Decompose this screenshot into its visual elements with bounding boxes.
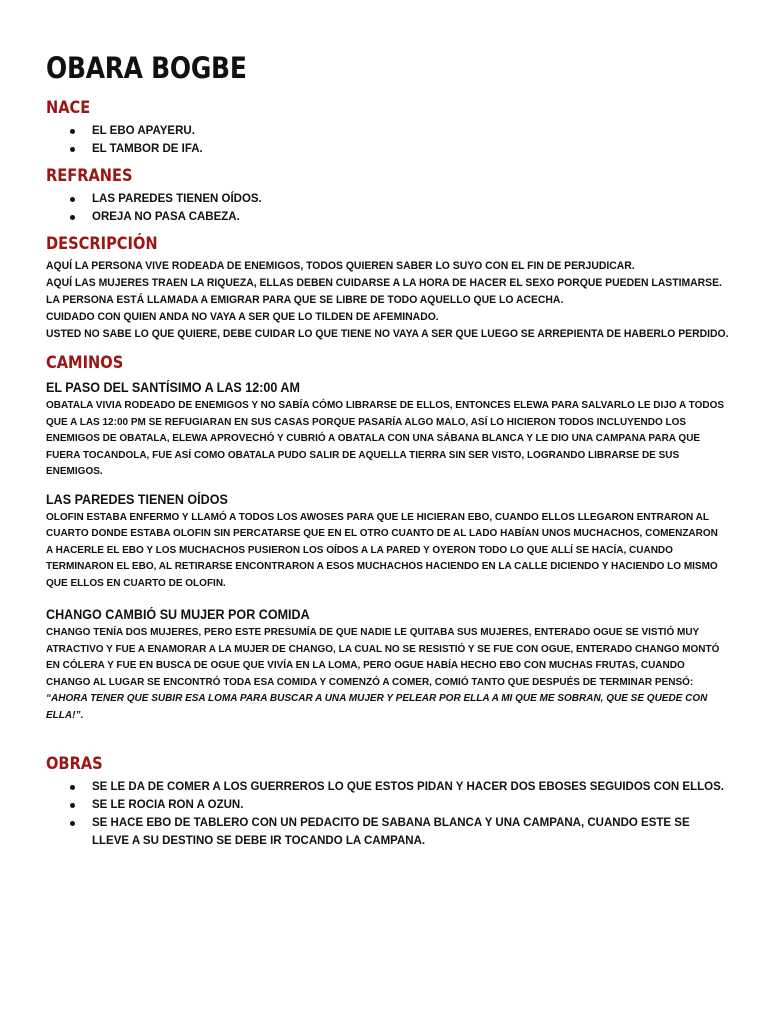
descripcion-line: LA PERSONA ESTÁ LLAMADA A EMIGRAR PARA QUE SE LIBRE DE TODO AQUELLO QUE LO ACECHA. — [46, 294, 564, 306]
descripcion-body — [46, 258, 729, 343]
camino-body: OLOFIN ESTABA ENFERMO Y LLAMÓ A TODOS LOS AWOSES PARA QUE LE HICIERAN EBO, CUANDO ELLOS LLEGARON ENTRARON AL CUARTO DONDE ESTABA OLOFIN SIN PERCATARSE QUE EN EL OTRO CUANTO DE AL LADO HABÍAN UNOS MUCHACHOS, COMENZARON A HACERLE EL EBO Y LOS MUCHACHOS PUSIERON LOS OÍDOS A LA PARED Y OYERON TODO LO QUE ALLÍ SE HACÍA, CUANDO TERMINARON EL EBO, AL RETIRARSE ENCONTRARON A ESOS MUCHACHOS HACIENDO EN LA CALLE DICIENDO Y HACIENDO LO MISMO QUE ELLOS EN CUARTO DE OLOFIN. — [46, 511, 718, 589]
document-page — [46, 48, 729, 856]
descripcion-line: AQUÍ LA PERSONA VIVE RODEADA DE ENEMIGOS, TODOS QUIEREN SABER LO SUYO CON EL FIN DE PERJUDICAR. — [46, 260, 635, 272]
list-item — [46, 122, 726, 140]
section-caminos — [46, 351, 726, 724]
bullet-icon — [70, 215, 75, 220]
refranes-list — [46, 190, 726, 226]
section-heading-obras: OBRAS — [46, 754, 103, 774]
list-item-text: OREJA NO PASA CABEZA. — [92, 211, 240, 223]
list-item — [46, 190, 726, 208]
list-item-text: EL EBO APAYERU. — [92, 125, 195, 137]
bullet-icon — [70, 785, 75, 790]
descripcion-line: USTED NO SABE LO QUE QUIERE, DEBE CUIDAR LO QUE TIENE NO VAYA A SER QUE LUEGO SE ARREPIENTA DE HABERLO PERDIDO. — [46, 328, 729, 340]
section-refranes — [46, 164, 726, 226]
bullet-icon — [70, 821, 75, 826]
section-obras — [46, 752, 726, 850]
camino-body — [46, 625, 726, 724]
obras-list — [46, 778, 726, 850]
list-item-text: SE LE ROCIA RON A OZUN. — [92, 799, 244, 811]
list-item-text: EL TAMBOR DE IFA. — [92, 143, 203, 155]
section-descripcion — [46, 232, 729, 343]
camino-body-tail: . — [80, 709, 84, 721]
section-heading-descripcion: DESCRIPCIÓN — [46, 234, 158, 254]
bullet-icon — [70, 803, 75, 808]
nace-list — [46, 122, 726, 158]
list-item-text: LAS PAREDES TIENEN OÍDOS. — [92, 193, 262, 205]
list-item — [46, 208, 726, 226]
section-spacer — [46, 734, 726, 752]
descripcion-line: CUIDADO CON QUIEN ANDA NO VAYA A SER QUE LO TILDEN DE AFEMINADO. — [46, 311, 439, 323]
list-item — [46, 778, 726, 796]
bullet-icon — [70, 147, 75, 152]
section-nace — [46, 96, 726, 158]
list-item-text: SE LE DA DE COMER A LOS GUERREROS LO QUE ESTOS PIDAN Y HACER DOS EBOSES SEGUIDOS CON ELLOS. — [92, 781, 724, 793]
section-heading-nace: NACE — [46, 98, 91, 118]
list-item — [46, 814, 726, 850]
camino-item — [46, 491, 726, 593]
camino-quote: “AHORA TENER QUE SUBIR ESA LOMA PARA BUSCAR A UNA MUJER Y PELEAR POR ELLA A MI QUE ME SOBRAN, QUE SE QUEDE CON ELLA!” — [46, 693, 708, 721]
camino-title: CHANGO CAMBIÓ SU MUJER POR COMIDA — [46, 607, 310, 622]
descripcion-line: AQUÍ LAS MUJERES TRAEN LA RIQUEZA, ELLAS DEBEN CUIDARSE A LA HORA DE HACER EL SEXO PORQUE PUEDEN LASTIMARSE. — [46, 277, 722, 289]
camino-item — [46, 606, 726, 724]
bullet-icon — [70, 129, 75, 134]
camino-title: LAS PAREDES TIENEN OÍDOS — [46, 491, 228, 507]
camino-body-text: CHANGO TENÍA DOS MUJERES, PERO ESTE PRESUMÍA DE QUE NADIE LE QUITABA SUS MUJERES, ENTERADO OGUE SE VISTIÓ MUY ATRACTIVO Y FUE A ENAMORAR A LA MUJER DE CHANGO, LA CUAL NO SE RESISTIÓ Y SE FUE CON OGUE, ENTERADO CHANGO MONTÓ EN CÓLERA Y FUE EN BUSCA DE OGUE QUE VIVÍA EN LA LOMA, PERO OGUE HABÍA HECHO EBO CON MUCHAS FRUTAS, CUANDO CHANGO AL LUGAR SE ENCONTRÓ TODA ESA COMIDA Y COMENZÓ A COMER, COMIÓ TANTO QUE DESPUÉS DE TERMINAR PENSÓ: — [46, 627, 720, 688]
list-item — [46, 796, 726, 814]
camino-item — [46, 379, 726, 481]
bullet-icon — [70, 197, 75, 202]
list-item-text: SE HACE EBO DE TABLERO CON UN PEDACITO DE SABANA BLANCA Y UNA CAMPANA, CUANDO ESTE SE LLEVE A SU DESTINO SE DEBE IR TOCANDO LA CAMPANA. — [92, 817, 690, 847]
document-title: OBARA BOGBE — [46, 51, 247, 85]
section-heading-refranes: REFRANES — [46, 166, 133, 186]
section-heading-caminos: CAMINOS — [46, 353, 124, 373]
list-item — [46, 140, 726, 158]
camino-title: EL PASO DEL SANTÍSIMO A LAS 12:00 AM — [46, 380, 300, 395]
camino-body: OBATALA VIVIA RODEADO DE ENEMIGOS Y NO SABÍA CÓMO LIBRARSE DE ELLOS, ENTONCES ELEWA PARA SALVARLO LE DIJO A TODOS QUE A LAS 12:00 PM SE REFUGIARAN EN SUS CASAS PORQUE PASARÍA ALGO MALO, ASÍ LO HICIERON TODOS INCLUYENDO LOS ENEMIGOS DE OBATALA, ELEWA APROVECHÓ Y CUBRIÓ A OBATALA CON UNA SÁBANA BLANCA Y LE DIO UNA CAMPANA PARA QUE FUERA TOCANDOLA, FUE ASÍ COMO OBATALA PUDO SALIR DE AQUELLA TIERRA SIN SER VISTO, LOGRANDO LIBRARSE DE SUS ENEMIGOS. — [46, 400, 725, 477]
